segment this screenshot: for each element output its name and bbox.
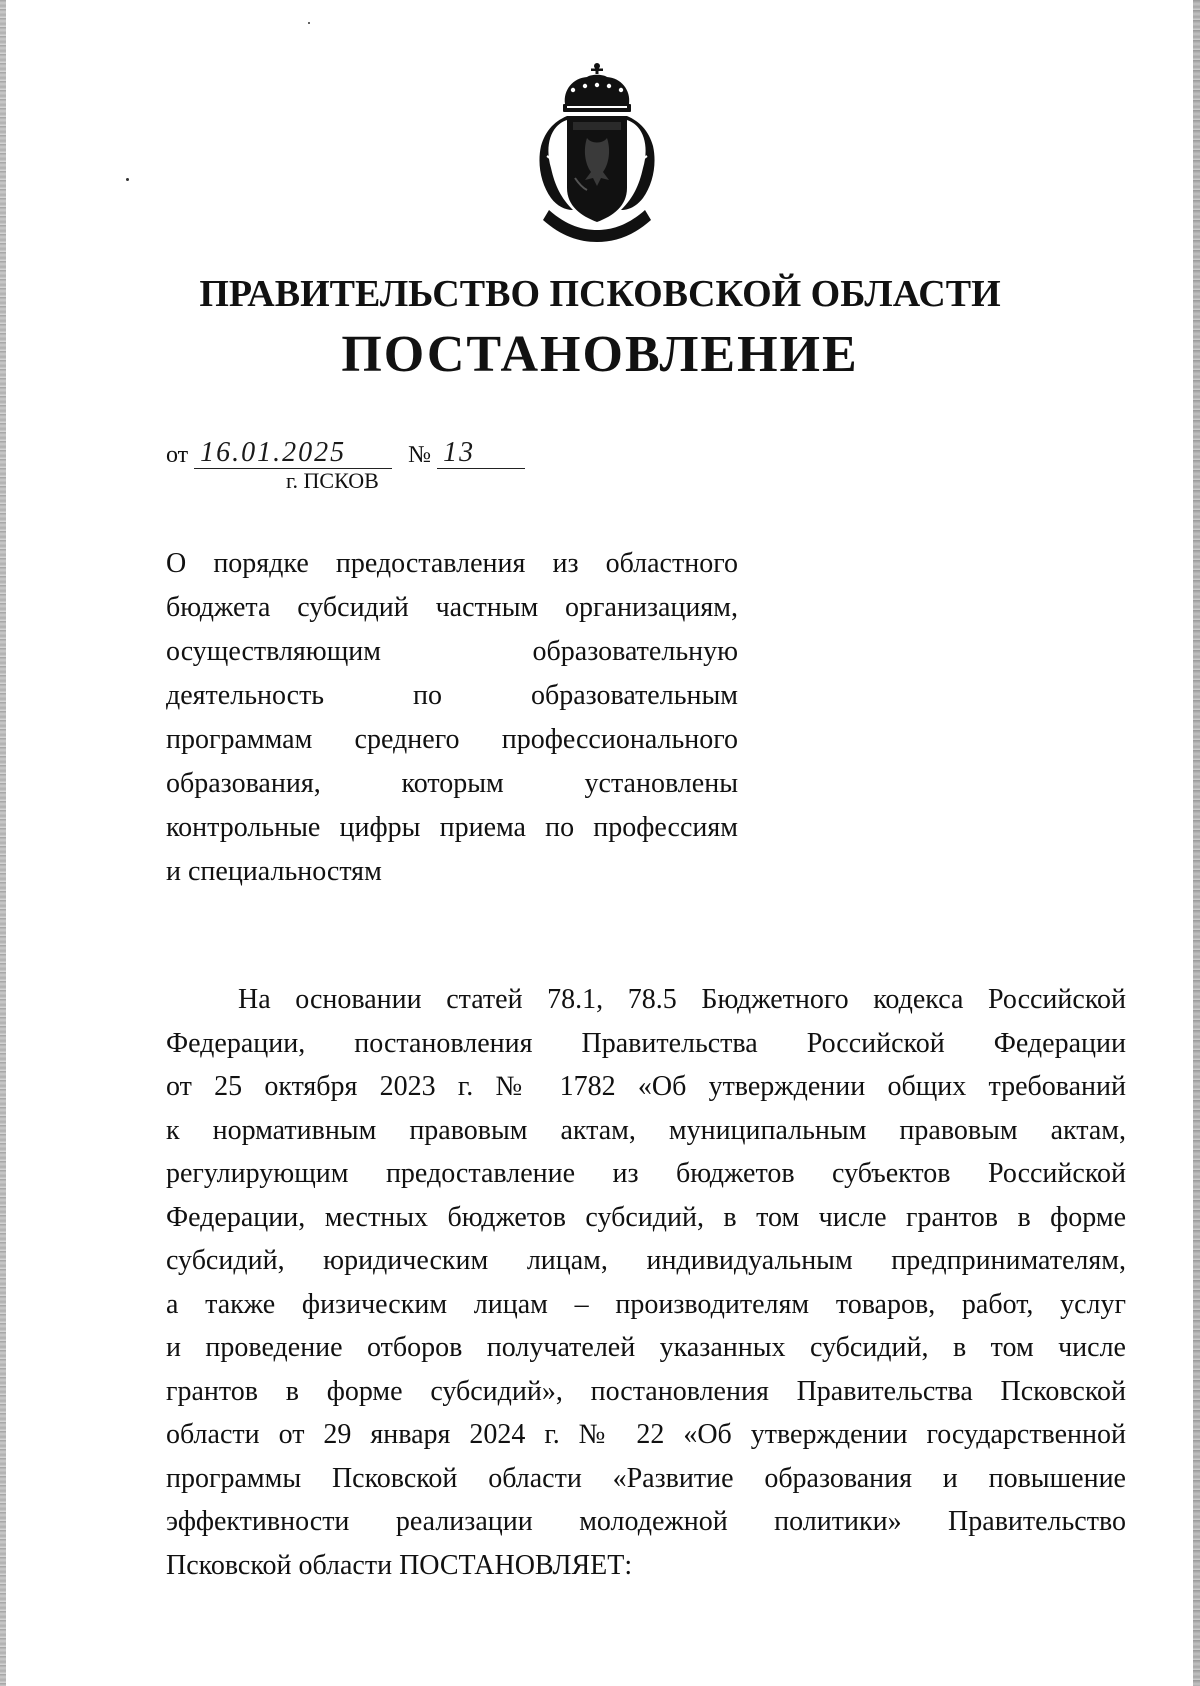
organization-name: ПРАВИТЕЛЬСТВО ПСКОВСКОЙ ОБЛАСТИ <box>199 273 1001 315</box>
body-line: регулирующим предоставление из бюджетов субъектов Российской <box>166 1158 1126 1189</box>
document-type-title: ПОСТАНОВЛЕНИЕ <box>341 326 859 383</box>
scan-edge-right <box>1193 0 1200 1686</box>
body-line: а также физическим лицам – производителям товаров, работ, услуг <box>166 1288 1126 1320</box>
body-line: от 25 октября 2023 г. № 1782 «Об утверждении общих требований <box>166 1071 1126 1102</box>
scan-edge-left <box>0 0 6 1686</box>
body-line: к нормативным правовым актам, муниципальным правовым актам, <box>166 1114 1126 1146</box>
body-line: области от 29 января 2024 г. № 22 «Об утверждении государственной <box>166 1419 1126 1450</box>
body-line: Псковской области ПОСТАНОВЛЯЕТ: <box>166 1549 633 1581</box>
document-body <box>166 978 1126 1587</box>
scan-speck <box>308 22 310 24</box>
body-line: программы Псковской области «Развитие образования и повышение <box>166 1462 1126 1494</box>
body-line: и проведение отборов получателей указанных субсидий, в том числе <box>166 1332 1126 1363</box>
scan-speck <box>126 178 129 181</box>
city-label: г. ПСКОВ <box>286 468 379 493</box>
body-line: Федерации, постановления Правительства Российской Федерации <box>166 1027 1126 1059</box>
subject-line: контрольные цифры приема по профессиям <box>166 812 738 843</box>
number-label: № <box>408 442 432 468</box>
coat-of-arms-icon <box>527 60 667 242</box>
body-line: На основании статей 78.1, 78.5 Бюджетного кодекса Российской <box>238 984 1126 1015</box>
body-line: субсидий, юридическим лицам, индивидуальным предпринимателям, <box>166 1245 1126 1276</box>
subject-line: программам среднего профессионального <box>166 724 738 755</box>
subject-line: О порядке предоставления из областного <box>166 548 738 579</box>
body-line: Федерации, местных бюджетов субсидий, в том числе грантов в форме <box>166 1201 1126 1233</box>
number-value: 13 <box>437 438 525 469</box>
date-number-line <box>166 438 525 470</box>
body-line: грантов в форме субсидий», постановления Правительства Псковской <box>166 1375 1126 1407</box>
body-line: эффективности реализации молодежной политики» Правительство <box>166 1506 1126 1537</box>
subject-line: образования, которым установлены <box>166 768 738 799</box>
subject-line: бюджета субсидий частным организациям, <box>166 592 738 623</box>
date-label: от <box>166 442 189 468</box>
subject-line: деятельность по образовательным <box>166 680 738 711</box>
document-subject <box>166 542 738 894</box>
date-value: 16.01.2025 <box>194 438 392 469</box>
subject-line: осуществляющим образовательную <box>166 636 738 667</box>
subject-line: и специальностям <box>166 856 382 887</box>
